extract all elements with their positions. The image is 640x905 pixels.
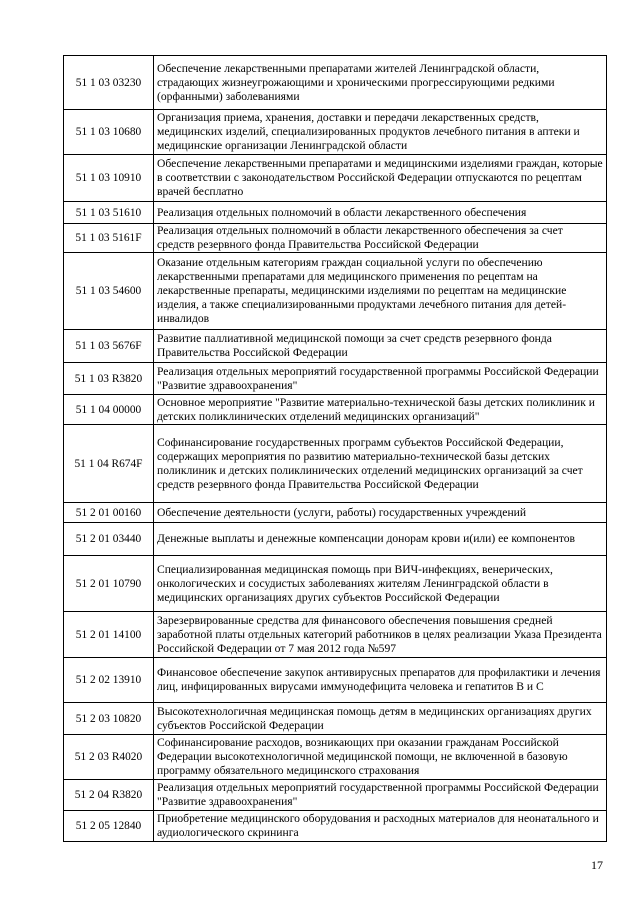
table-row [64,780,607,811]
row-description: Обеспечение лекарственными препаратами жителей Ленинградской области, страдающих жизнеугрожающими и хроническими прогрессирующими редкими (орфанными) заболеваниями [154,56,607,110]
table-row [64,56,607,110]
table-row [64,330,607,363]
row-code: 51 2 03 10820 [64,703,154,735]
table-row [64,523,607,556]
table-row [64,110,607,155]
page-number: 17 [591,858,603,872]
budget-codes-table [63,55,607,842]
row-description: Реализация отдельных полномочий в области лекарственного обеспечения [154,202,607,224]
row-description: Обеспечение деятельности (услуги, работы) государственных учреждений [154,503,607,523]
row-code: 51 1 03 5161F [64,224,154,253]
row-code: 51 1 03 10680 [64,110,154,155]
row-description: Реализация отдельных мероприятий государственной программы Российской Федерации "Развитие здравоохранения" [154,780,607,811]
row-code: 51 1 04 R674F [64,425,154,503]
table-row [64,811,607,842]
row-code: 51 2 03 R4020 [64,735,154,780]
row-description: Оказание отдельным категориям граждан социальной услуги по обеспечению лекарственными препаратами для медицинского применения по рецептам на лекарственные препараты, медицинскими изделиями по рецептам на медицинские изделия, а также специализированными продуктами лечебного питания для детей-инвалидов [154,253,607,330]
row-code: 51 1 03 10910 [64,155,154,202]
row-code: 51 1 03 54600 [64,253,154,330]
row-description: Реализация отдельных полномочий в области лекарственного обеспечения за счет средств резервного фонда Правительства Российской Федерации [154,224,607,253]
row-code: 51 2 01 00160 [64,503,154,523]
table-row [64,155,607,202]
row-description: Софинансирование расходов, возникающих при оказании гражданам Российской Федерации высокотехнологичной медицинской помощи, не включенной в базовую программу обязательного медицинского страхования [154,735,607,780]
row-description: Софинансирование государственных программ субъектов Российской Федерации, содержащих мероприятия по развитию материально-технической базы детских поликлиник и детских поликлинических отделений медицинских организаций за счет средств резервного фонда Правительства Российской Федерации [154,425,607,503]
row-description: Обеспечение лекарственными препаратами и медицинскими изделиями граждан, которые в соответствии с законодательством Российской Федерации отпускаются по рецептам врачей бесплатно [154,155,607,202]
row-code: 51 2 01 10790 [64,556,154,612]
row-description: Основное мероприятие "Развитие материально-технической базы детских поликлиник и детских поликлинических отделений медицинских организаций" [154,395,607,425]
row-code: 51 1 03 5676F [64,330,154,363]
row-description: Приобретение медицинского оборудования и расходных материалов для неонатального и аудиологического скрининга [154,811,607,842]
table-row [64,395,607,425]
table-row [64,735,607,780]
row-code: 51 1 03 03230 [64,56,154,110]
row-code: 51 1 04 00000 [64,395,154,425]
row-code: 51 2 05 12840 [64,811,154,842]
table-row [64,425,607,503]
table-row [64,363,607,395]
row-description: Специализированная медицинская помощь при ВИЧ-инфекциях, венерических, онкологических и сосудистых заболеваниях жителям Ленинградской области в медицинских организациях других субъектов Российской Федерации [154,556,607,612]
table-row [64,202,607,224]
table-row [64,612,607,658]
row-description: Организация приема, хранения, доставки и передачи лекарственных средств, медицинских изделий, специализированных продуктов лечебного питания в аптеки и медицинские организации Ленинградской области [154,110,607,155]
table-row [64,556,607,612]
row-code: 51 2 04 R3820 [64,780,154,811]
row-description: Реализация отдельных мероприятий государственной программы Российской Федерации "Развитие здравоохранения" [154,363,607,395]
row-description: Финансовое обеспечение закупок антивирусных препаратов для профилактики и лечения лиц, инфицированных вирусами иммунодефицита человека и гепатитов В и С [154,658,607,703]
row-description: Денежные выплаты и денежные компенсации донорам крови и(или) ее компонентов [154,523,607,556]
table-row [64,703,607,735]
table-row [64,658,607,703]
table-row [64,253,607,330]
table-row [64,224,607,253]
row-code: 51 1 03 51610 [64,202,154,224]
row-code: 51 2 02 13910 [64,658,154,703]
row-code: 51 2 01 03440 [64,523,154,556]
row-code: 51 1 03 R3820 [64,363,154,395]
row-description: Зарезервированные средства для финансового обеспечения повышения средней заработной платы отдельных категорий работников в целях реализации Указа Президента Российской Федерации от 7 мая 2012 года №597 [154,612,607,658]
row-code: 51 2 01 14100 [64,612,154,658]
row-description: Развитие паллиативной медицинской помощи за счет средств резервного фонда Правительства Российской Федерации [154,330,607,363]
table-row [64,503,607,523]
row-description: Высокотехнологичная медицинская помощь детям в медицинских организациях других субъектов Российской Федерации [154,703,607,735]
